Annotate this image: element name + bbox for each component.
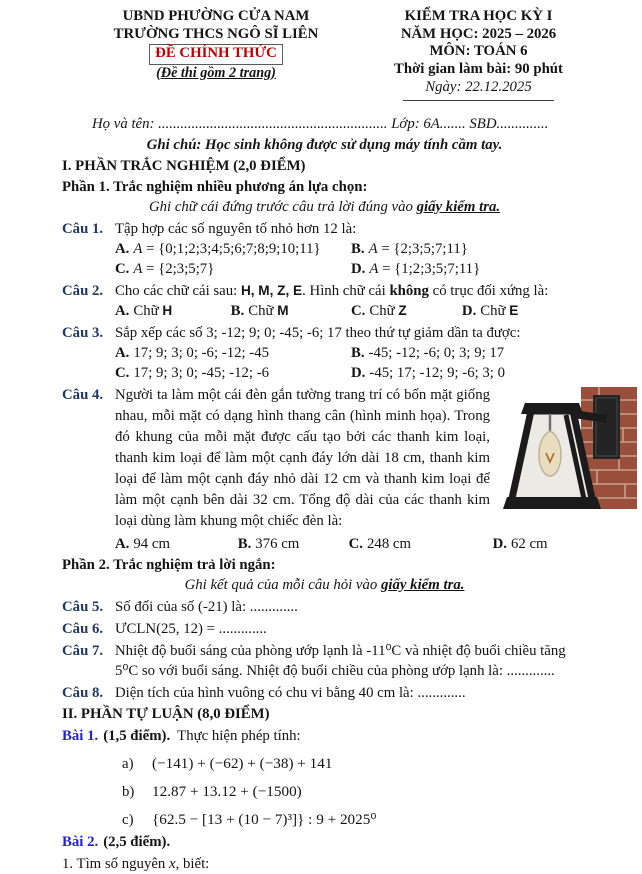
option-b: B. Chữ M bbox=[230, 302, 289, 319]
option-a: A. A = {0;1;2;3;4;5;6;7;8;9;10;11} bbox=[115, 240, 321, 257]
answer-sheet-emphasis: giấy kiểm tra. bbox=[381, 576, 465, 593]
option-c: C. Chữ Z bbox=[350, 302, 407, 319]
question-1-options bbox=[115, 239, 587, 279]
question-2 bbox=[62, 281, 587, 321]
question-1-text: Tập hợp các số nguyên tố nhỏ hơn 12 là: bbox=[115, 220, 357, 237]
option-d: D. 62 cm bbox=[492, 535, 548, 552]
question-5 bbox=[62, 597, 587, 617]
lantern-base bbox=[503, 497, 601, 509]
part-1-title: Phần 1. Trắc nghiệm nhiều phương án lựa chọn: bbox=[62, 178, 368, 195]
option-d-letter: D. bbox=[492, 535, 507, 552]
exercise-1-label: Bài 1. bbox=[62, 727, 99, 744]
item-b-key: b) bbox=[122, 783, 135, 800]
option-d-letter: D. bbox=[351, 364, 366, 381]
question-7-label: Câu 7. bbox=[62, 642, 104, 659]
question-2-options bbox=[115, 301, 587, 321]
option-b-letter: B. bbox=[230, 302, 245, 319]
question-1 bbox=[62, 219, 587, 279]
item-b-expression: 12.87 + 13.12 + (−1500) bbox=[152, 782, 302, 800]
exam-header bbox=[62, 8, 587, 101]
option-d-letter: D. bbox=[461, 302, 477, 319]
option-c-letter: C. bbox=[115, 260, 130, 277]
part-2-title: Phần 2. Trắc nghiệm trả lời ngắn: bbox=[62, 556, 276, 573]
question-6-text: ƯCLN(25, 12) = ............. bbox=[115, 620, 267, 637]
exam-duration: Thời gian làm bài: 90 phút bbox=[394, 60, 563, 77]
option-d: D. Chữ E bbox=[461, 302, 519, 319]
option-c-letter: C. bbox=[115, 364, 130, 381]
question-4 bbox=[62, 385, 587, 554]
exam-title: KIỂM TRA HỌC KỲ I bbox=[404, 8, 553, 24]
option-a-letter: A. bbox=[115, 535, 130, 552]
option-c: C. 17; 9; 3; 0; -45; -12; -6 bbox=[115, 364, 270, 381]
exercise-2-points: (2,5 điểm). bbox=[103, 833, 171, 850]
exercise-2-label: Bài 2. bbox=[62, 833, 99, 850]
section-1-title: I. PHẦN TRẮC NGHIỆM (2,0 ĐIỂM) bbox=[62, 157, 306, 174]
question-5-label: Câu 5. bbox=[62, 598, 104, 615]
question-2-text: Cho các chữ cái sau: H, M, Z, E. Hình chữ cái không có trục đối xứng là: bbox=[115, 282, 549, 299]
question-8 bbox=[62, 683, 587, 703]
question-1-label: Câu 1. bbox=[62, 220, 104, 237]
question-4-options bbox=[115, 534, 587, 554]
answer-sheet-emphasis: giấy kiểm tra. bbox=[416, 198, 501, 215]
option-a: A. Chữ H bbox=[115, 302, 173, 319]
question-3 bbox=[62, 323, 587, 383]
item-a-expression: (−141) + (−62) + (−38) + 141 bbox=[152, 754, 333, 772]
option-a-letter: A. bbox=[115, 302, 130, 319]
option-a: A. 94 cm bbox=[115, 535, 170, 552]
option-c: C. 248 cm bbox=[348, 535, 411, 552]
part-2-instruction: Ghi kết quả của mỗi câu hỏi vào giấy kiểm tra. bbox=[184, 576, 465, 593]
question-2-label: Câu 2. bbox=[62, 282, 104, 299]
option-a: A. 17; 9; 3; 0; -6; -12; -45 bbox=[115, 344, 270, 361]
item-a-key: a) bbox=[122, 755, 134, 772]
option-b: B. -45; -12; -6; 0; 3; 9; 17 bbox=[351, 344, 505, 361]
question-8-label: Câu 8. bbox=[62, 684, 104, 701]
option-b-letter: B. bbox=[351, 240, 365, 257]
item-c-expression: {62.5 − [13 + (10 − 7)³]} : 9 + 2025⁰ bbox=[152, 810, 377, 828]
exercise-1-intro: Thực hiện phép tính: bbox=[177, 727, 301, 744]
header-org-line1: UBND PHƯỜNG CỬA NAM bbox=[122, 8, 310, 24]
exercise-1-item-c bbox=[122, 810, 587, 830]
exercise-1 bbox=[62, 726, 587, 746]
exam-subject: MÔN: TOÁN 6 bbox=[429, 43, 528, 59]
option-c-letter: C. bbox=[350, 302, 366, 319]
question-3-options bbox=[115, 343, 587, 383]
exam-year: NĂM HỌC: 2025 – 2026 bbox=[400, 25, 557, 42]
official-exam-stamp: ĐỀ CHÍNH THỨC bbox=[149, 44, 283, 65]
variable-x: x bbox=[169, 855, 176, 872]
question-6-label: Câu 6. bbox=[62, 620, 104, 637]
exercise-1-item-b bbox=[122, 782, 587, 802]
option-c-letter: C. bbox=[348, 535, 364, 552]
header-school-block bbox=[62, 8, 370, 82]
option-b-letter: B. bbox=[237, 535, 252, 552]
question-8-text: Diện tích của hình vuông có chu vi bằng 40 cm là: ............. bbox=[115, 684, 466, 701]
question-4-label: Câu 4. bbox=[62, 386, 104, 403]
exercise-1-item-a bbox=[122, 754, 587, 774]
question-6 bbox=[62, 619, 587, 639]
part-1-instruction: Ghi chữ cái đứng trước câu trả lời đúng vào giấy kiểm tra. bbox=[148, 198, 501, 215]
item-c-key: c) bbox=[122, 811, 134, 828]
exam-date: Ngày: 22.12.2025 bbox=[403, 79, 553, 101]
option-a-letter: A. bbox=[115, 344, 130, 361]
header-exam-block bbox=[370, 8, 587, 101]
lamp-backplate bbox=[593, 395, 620, 459]
option-d-letter: D. bbox=[351, 260, 366, 277]
question-7 bbox=[62, 641, 587, 681]
option-d: D. A = {1;2;3;5;7;11} bbox=[351, 260, 481, 277]
exercise-2-item-1: 1. Tìm số nguyên x, biết: bbox=[62, 855, 210, 872]
pages-note: (Đề thi gồm 2 trang) bbox=[156, 64, 276, 81]
exercise-1-points: (1,5 điểm). bbox=[103, 727, 171, 744]
header-org-line2: TRƯỜNG THCS NGÔ SĨ LIÊN bbox=[113, 25, 319, 42]
question-7-text: Nhiệt độ buổi sáng của phòng ướp lạnh là -11⁰C và nhiệt độ buổi chiều tăng 5⁰C so với buổi sáng. Nhiệt độ buổi chiều của phòng ướp lạnh là: ............. bbox=[115, 642, 566, 679]
option-c: C. A = {2;3;5;7} bbox=[115, 260, 215, 277]
lantern-lid bbox=[521, 403, 583, 414]
option-b: B. A = {2;3;5;7;11} bbox=[351, 240, 468, 257]
option-d: D. -45; 17; -12; 9; -6; 3; 0 bbox=[351, 364, 506, 381]
wall-lantern-photo bbox=[495, 387, 637, 529]
question-3-label: Câu 3. bbox=[62, 324, 104, 341]
letter-list: H, M, Z, E bbox=[240, 282, 303, 298]
section-2-title: II. PHẦN TỰ LUẬN (8,0 ĐIỂM) bbox=[62, 705, 270, 722]
option-b-letter: B. bbox=[351, 344, 365, 361]
option-a-letter: A. bbox=[115, 240, 130, 257]
option-b: B. 376 cm bbox=[237, 535, 300, 552]
exercise-2 bbox=[62, 832, 587, 852]
calculator-note: Ghi chú: Học sinh không được sử dụng máy tính cầm tay. bbox=[146, 136, 503, 153]
question-5-text: Số đối của số (-21) là: ............. bbox=[115, 598, 298, 615]
student-name-line: Họ và tên: .............................................................. Lớp: 6A....... SBD.............. bbox=[92, 115, 549, 132]
question-3-text: Sắp xếp các số 3; -12; 9; 0; -45; -6; 17 theo thứ tự giảm dần ta được: bbox=[115, 324, 521, 341]
question-4-text: Người ta làm một cái đèn gắn tường trang trí có bốn mặt giống nhau, mỗi mặt có dạng hình thang cân (hình minh họa). Trong đó khung của mỗi mặt được cấu tạo bởi các thanh kim loại, thanh kim loại để làm một cạnh đáy lớn dài 18 cm, thanh kim loại để làm một cạnh đáy nhỏ dài 12 cm và thanh kim loại để làm một cạnh bên dài 32 cm. Tổng độ dài của các thanh kim loại dùng làm khung một chiếc đèn là: bbox=[115, 386, 490, 529]
